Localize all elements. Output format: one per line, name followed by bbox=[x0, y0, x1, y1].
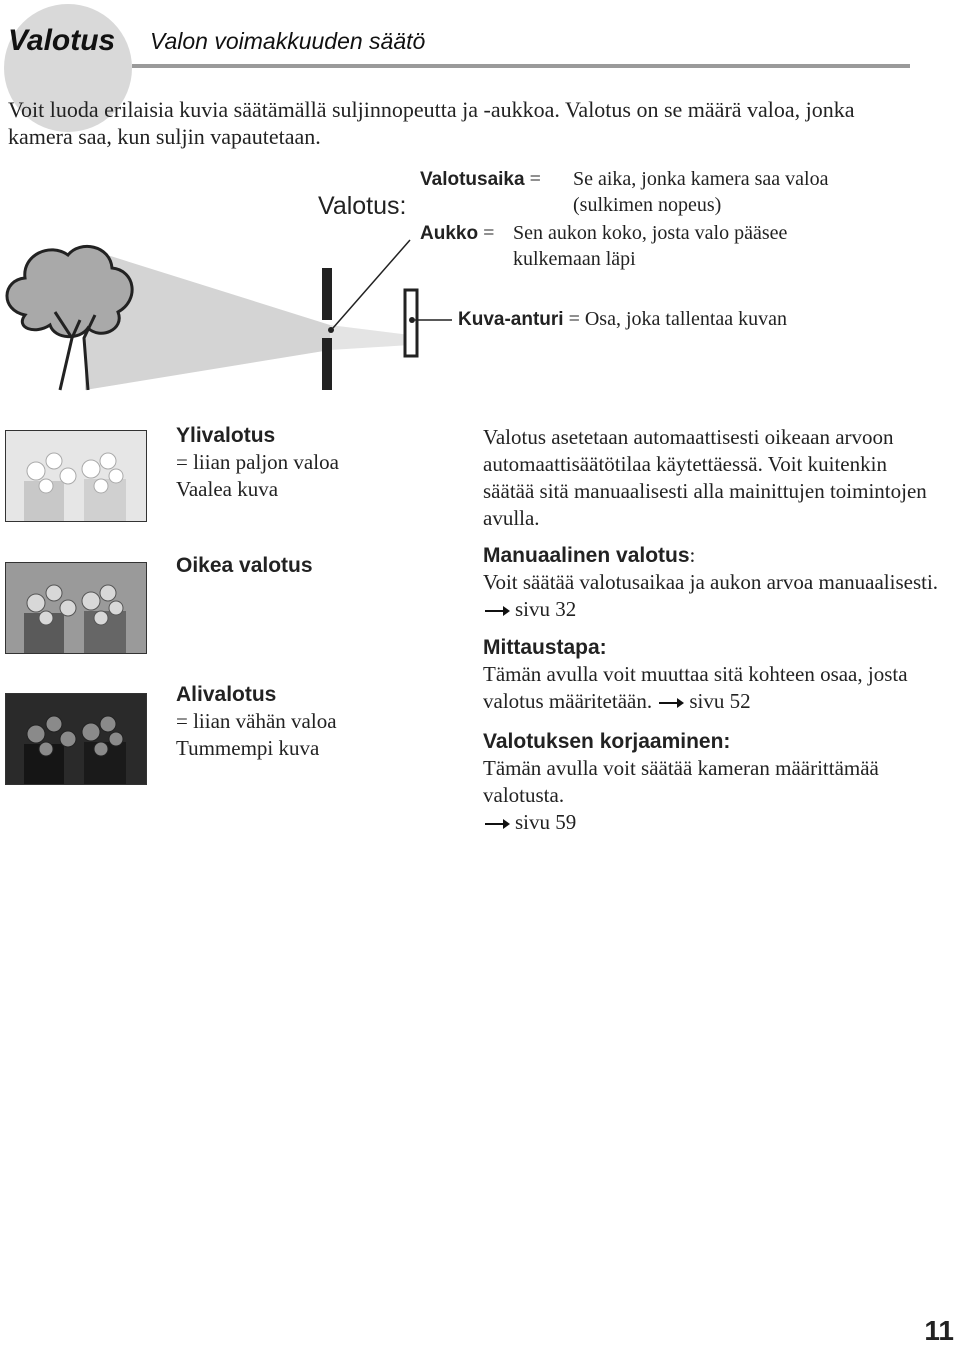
aperture-def-2: kulkemaan läpi bbox=[513, 248, 636, 270]
auto-exposure-paragraph: Valotus asetetaan automaattisesti oikeaan arvoon automaattisäätötilaa käytettäessä. Voit kuitenkin säätää sitä manuaalisesti alla mainittujen toimintojen avulla. bbox=[483, 425, 927, 530]
shutter-speed-term: Valotusaika bbox=[420, 169, 525, 190]
underexposure-line1: = liian vähän valoa bbox=[176, 709, 337, 733]
overexposure-heading: Ylivalotus bbox=[176, 424, 276, 447]
metering-ref[interactable]: sivu 52 bbox=[689, 689, 751, 713]
overexposed-photo bbox=[5, 430, 147, 522]
overexposure-label bbox=[176, 422, 339, 503]
aperture-pointer-line bbox=[333, 240, 410, 328]
light-beam-inner bbox=[330, 325, 410, 350]
manual-exposure-colon: : bbox=[689, 543, 696, 567]
exposure-compensation-ref[interactable]: sivu 59 bbox=[515, 810, 577, 834]
exposure-diagram bbox=[0, 220, 470, 400]
aperture-eq: = bbox=[483, 222, 495, 244]
aperture-def-1: Sen aukon koko, josta valo pääsee bbox=[513, 222, 788, 244]
overexposure-line1: = liian paljon valoa bbox=[176, 450, 339, 474]
exposure-compensation-section bbox=[483, 728, 943, 836]
underexposure-label bbox=[176, 681, 337, 762]
shutter-speed-def-2: (sulkimen nopeus) bbox=[573, 194, 722, 216]
underexposure-line2: Tummempi kuva bbox=[176, 736, 320, 760]
arrow-right-icon bbox=[483, 605, 511, 617]
manual-exposure-section bbox=[483, 542, 943, 623]
arrow-right-icon bbox=[483, 818, 511, 830]
shutter-speed-row bbox=[420, 168, 541, 191]
underexposure-heading: Alivalotus bbox=[176, 683, 277, 706]
manual-exposure-heading: Manuaalinen valotus bbox=[483, 544, 690, 567]
underexposed-photo bbox=[5, 693, 147, 785]
section-title: Valotus bbox=[8, 24, 116, 57]
correct-exposure-heading: Oikea valotus bbox=[176, 554, 313, 577]
header-rule bbox=[132, 64, 910, 68]
aperture-blade-bottom bbox=[322, 338, 332, 390]
intro-paragraph: Voit luoda erilaisia kuvia säätämällä suljinnopeutta ja -aukkoa. Valotus on se määrä valoa, jonka kamera saa, kun suljin vapautetaan. bbox=[8, 97, 855, 149]
exposure-label: Valotus: bbox=[318, 192, 407, 220]
sensor-term: Kuva-anturi bbox=[458, 309, 564, 330]
manual-exposure-ref[interactable]: sivu 32 bbox=[515, 597, 577, 621]
page-number: 11 bbox=[924, 1315, 954, 1346]
metering-heading: Mittaustapa: bbox=[483, 636, 607, 659]
aperture-blade-top bbox=[322, 268, 332, 320]
metering-section bbox=[483, 634, 943, 715]
overexposure-line2: Vaalea kuva bbox=[176, 477, 279, 501]
sensor-pointer-dot bbox=[409, 317, 415, 323]
metering-text: Tämän avulla voit muuttaa sitä kohteen osaa, josta valotus määritetään. bbox=[483, 662, 908, 713]
aperture-row bbox=[420, 222, 494, 245]
exposure-compensation-heading: Valotuksen korjaaminen: bbox=[483, 730, 731, 753]
manual-exposure-text: Voit säätää valotusaikaa ja aukon arvoa manuaalisesti. bbox=[483, 570, 939, 594]
sensor-row bbox=[458, 308, 787, 331]
correct-exposure-label bbox=[176, 552, 313, 579]
sensor-icon bbox=[405, 290, 417, 356]
section-subtitle: Valon voimakkuuden säätö bbox=[150, 28, 426, 54]
sensor-def: = Osa, joka tallentaa kuvan bbox=[568, 308, 788, 330]
shutter-speed-def-1: Se aika, jonka kamera saa valoa bbox=[573, 168, 829, 190]
aperture-term: Aukko bbox=[420, 223, 479, 244]
correct-exposure-photo bbox=[5, 562, 147, 654]
exposure-compensation-text: Tämän avulla voit säätää kameran määrittämää valotusta. bbox=[483, 756, 879, 807]
arrow-right-icon bbox=[657, 697, 685, 709]
shutter-speed-eq: = bbox=[529, 168, 541, 190]
